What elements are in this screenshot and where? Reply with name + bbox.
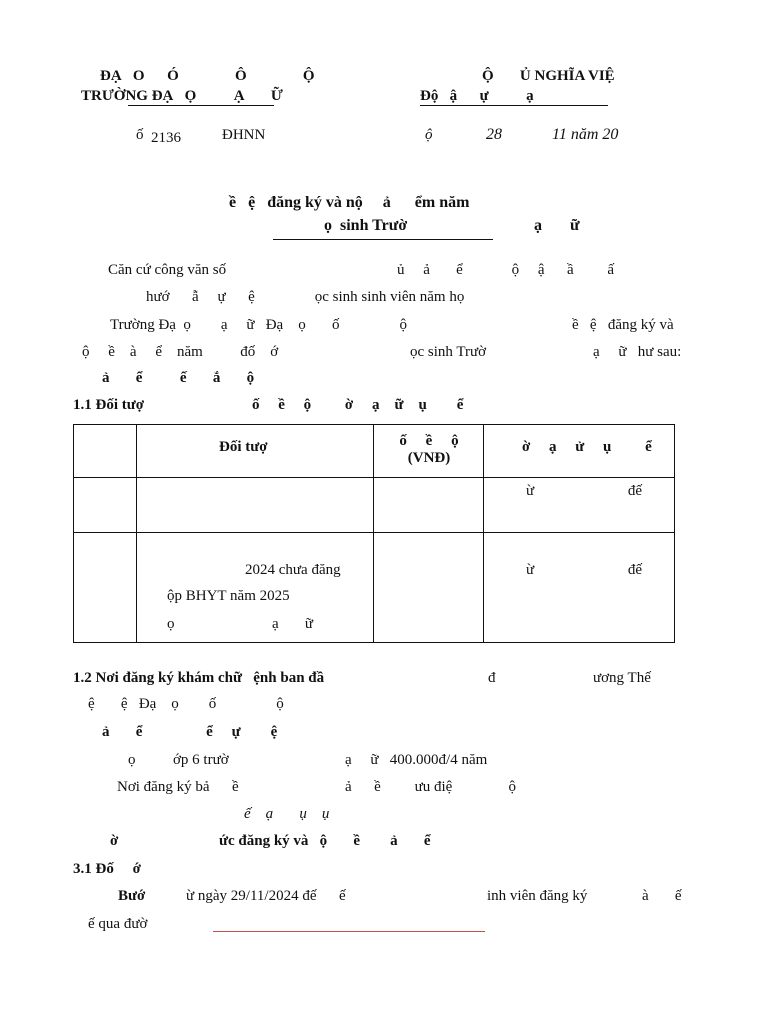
section-1-2-heading-mid: đ (488, 670, 496, 686)
p2-line2-c: ạ ữ hư sau: (593, 344, 682, 360)
hyperlink-underline[interactable] (213, 931, 485, 932)
row1-period-text: ừ đế (526, 483, 643, 499)
section-1-1-heading-tail: ố ề ộ ờ ạ ữ ụ ể (252, 397, 464, 413)
date-day: 28 (486, 126, 502, 143)
row1-object (137, 478, 374, 533)
section-1-2-line5: Nơi đăng ký bả ề (117, 779, 239, 795)
section-3-1-heading: 3.1 Đố ớ (73, 861, 141, 877)
section-1-2-line3: ả ể ể ự ệ (102, 724, 278, 740)
section-1-2-line2: ệ ệ Đạ ọ ố ộ (88, 696, 284, 712)
row2-stt (74, 533, 137, 643)
title-line2: ọ sinh Trườ (324, 217, 408, 234)
header-cell-period (484, 425, 675, 478)
ministry-name: ĐẠ O Ó Ô Ộ (100, 68, 315, 84)
p1-line2: hướ ẫ ự ệ ọc sinh sinh viên năm họ (146, 289, 465, 305)
section-2-heading: ờ (110, 833, 119, 849)
title-line1: ề ệ đăng ký và nộ ả ểm năm (229, 194, 470, 211)
row1-period (484, 478, 675, 533)
motto-underline (420, 105, 608, 106)
section-1-2-line5-b: ả ề ưu điệ ộ (345, 779, 517, 795)
header-cell-amount (374, 425, 484, 478)
step-text-c: à ế (642, 888, 682, 904)
step-text: ừ ngày 29/11/2024 đế ế (186, 888, 346, 904)
doc-number-prefix: ố (136, 127, 144, 143)
row2-amount (374, 533, 484, 643)
row2-period (484, 533, 675, 643)
section-2-heading-b: ức đăng ký và ộ ề ả ể (219, 833, 431, 849)
p2-line1-b: ề ệ đăng ký và (572, 317, 674, 333)
section-1-2-heading-tail: ương Thế (593, 670, 651, 686)
header-cell-stt (74, 425, 137, 478)
p2-line2-b: ọc sinh Trườ (410, 344, 487, 360)
last-line: ế qua đườ (88, 916, 148, 932)
p1-line1: Căn cứ công văn số (108, 262, 227, 278)
header-object-label: Đối tượ (219, 439, 268, 455)
section-1-2-heading: 1.2 Nơi đăng ký khám chữ ệnh ban đầ (73, 670, 325, 686)
p3-line: ả ể ế ắ ộ (102, 370, 255, 386)
p2-line1: Trường Đạ ọ ạ ữ Đạ ọ ố ộ (110, 317, 407, 333)
title-line2-tail: ạ ữ (534, 217, 580, 234)
table-row (74, 533, 675, 643)
step-text-b: inh viên đăng ký (487, 888, 588, 904)
country-name: Ộ Ủ NGHĨA VIỆ (482, 68, 615, 84)
row2-object-line1: 2024 chưa đăng (245, 562, 341, 578)
university-underline (128, 105, 274, 106)
row2-period-text: ừ đế (526, 562, 643, 578)
row1-stt (74, 478, 137, 533)
table-header-row (74, 425, 675, 478)
title-underline (273, 239, 493, 240)
row2-object-line3: ọ ạ ữ (167, 616, 314, 632)
header-amount-label: ố ề ộ (VNĐ) (399, 433, 459, 466)
motto: Độ ậ ự ạ (420, 88, 534, 104)
university-name: TRƯỜNG ĐẠ Ọ Ạ Ữ (81, 88, 283, 104)
insurance-table (73, 424, 675, 643)
section-1-2-line6: ế ạ ụ ụ (244, 806, 330, 822)
date-month-year: 11 năm 20 (552, 126, 619, 143)
doc-number: 2136 (151, 130, 181, 146)
row2-object-line2: ộp BHYT năm 2025 (167, 588, 290, 604)
step-label: Bướ (118, 888, 146, 904)
row1-amount (374, 478, 484, 533)
header-period-label: ờ ạ ử ụ ể (522, 439, 652, 455)
p2-line2: ộ ề à ể năm đố ớ (82, 344, 279, 360)
table-row (74, 478, 675, 533)
section-1-2-line4: ọ ớp 6 trườ (128, 752, 229, 768)
date-prefix: ộ (425, 127, 433, 143)
p1-line1-b: ủ ả ể ộ ậ ầ ấ (397, 262, 615, 278)
section-1-2-line4-b: ạ ữ 400.000đ/4 năm (345, 752, 488, 768)
row2-object (137, 533, 374, 643)
doc-code: ĐHNN (222, 127, 266, 143)
header-cell-object (137, 425, 374, 478)
section-1-1-heading: 1.1 Đối tượ (73, 397, 145, 413)
